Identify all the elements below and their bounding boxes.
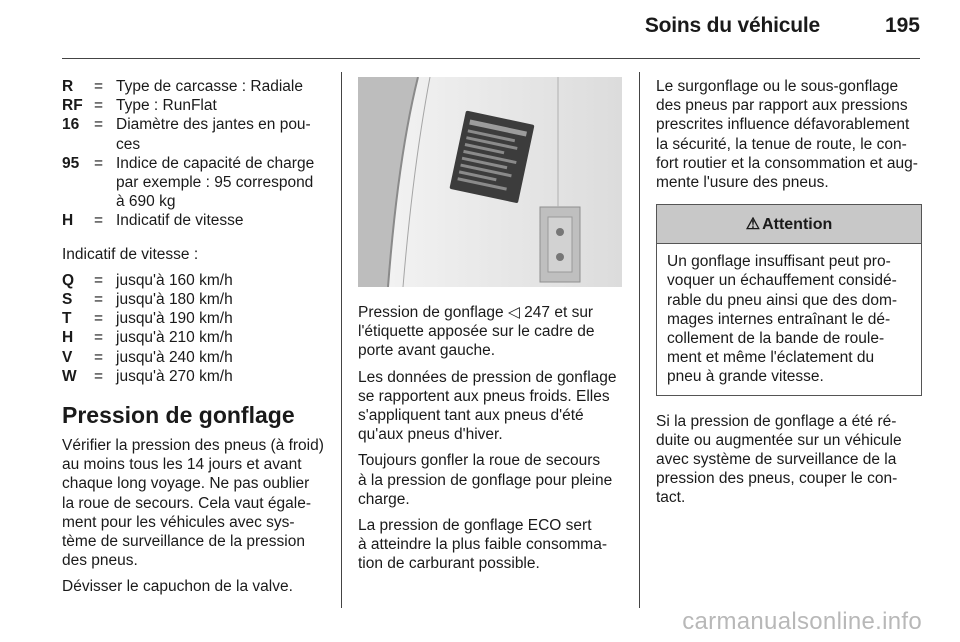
speed-code-equals: = — [94, 310, 104, 328]
tyre-code-key: 95 — [62, 154, 80, 172]
speed-code-key: V — [62, 348, 73, 366]
tyre-code-row — [62, 154, 324, 212]
speed-code-key: Q — [62, 271, 75, 289]
speed-code-equals: = — [94, 291, 104, 309]
speed-code-list — [62, 271, 324, 386]
tyre-code-value — [116, 154, 324, 212]
paragraph-valve-cap: Dévisser le capuchon de la valve. — [62, 578, 293, 596]
tyre-code-list — [62, 77, 324, 231]
speed-intro: Indicatif de vitesse : — [62, 245, 199, 263]
column-1 — [62, 77, 324, 604]
speed-code-key: S — [62, 291, 73, 309]
speed-code-value: jusqu'à 160 km/h — [116, 271, 233, 289]
speed-code-row — [62, 367, 324, 386]
tyre-code-value — [116, 115, 324, 153]
column-2 — [358, 77, 622, 581]
column-divider-right — [639, 72, 640, 608]
paragraph-tpms-contact: Si la pression de gonflage a été ré- duite ou augmentée sur un véhicule avec système de surveillance de la pression des pneus, couper le con- tact. — [656, 412, 902, 507]
section-title: Pression de gonflage — [62, 402, 295, 429]
tyre-code-row — [62, 211, 324, 230]
column-divider-left — [341, 72, 342, 608]
tyre-code-value-line: à 690 kg — [116, 193, 176, 211]
paragraph-over-under-inflation: Le surgonflage ou le sous-gonflage des pneus par rapport aux pressions prescrites influence défavorablement la sécurité, la tenue de route, le con- fort routier et la consommation et aug- mente l'usure des pneus. — [656, 78, 918, 192]
tyre-code-equals: = — [94, 154, 104, 172]
tyre-code-row — [62, 115, 324, 153]
page-reference-arrow-icon[interactable]: ◁ — [507, 304, 520, 321]
column-3 — [656, 77, 922, 515]
tyre-code-value — [116, 77, 324, 96]
paragraph-spare-wheel: Toujours gonfler la roue de secours à la pression de gonflage pour pleine charge. — [358, 452, 613, 508]
tyre-code-equals: = — [94, 97, 104, 115]
speed-code-row — [62, 290, 324, 309]
tyre-code-key: R — [62, 78, 74, 95]
speed-code-equals: = — [94, 367, 104, 385]
attention-box — [656, 204, 922, 395]
speed-code-equals: = — [94, 271, 104, 289]
tyre-code-value — [116, 211, 324, 230]
speed-code-value: jusqu'à 210 km/h — [116, 329, 233, 347]
speed-code-equals: = — [94, 329, 104, 347]
door-frame-label-photo — [358, 77, 622, 287]
speed-code-row — [62, 309, 324, 328]
page-header-title: Soins du véhicule — [644, 14, 820, 37]
speed-code-row — [62, 348, 324, 367]
tyre-code-equals: = — [94, 78, 104, 95]
speed-code-value: jusqu'à 270 km/h — [116, 367, 233, 385]
speed-code-equals: = — [94, 348, 104, 366]
speed-code-value: jusqu'à 180 km/h — [116, 291, 233, 309]
tyre-code-value-line: ces — [116, 135, 141, 153]
speed-code-key: W — [62, 367, 77, 385]
speed-code-value: jusqu'à 240 km/h — [116, 348, 233, 366]
tyre-code-value-line: Diamètre des jantes en pou- — [116, 116, 311, 134]
tyre-code-key: H — [62, 212, 74, 230]
attention-body: Un gonflage insuffisant peut pro- voquer un échauffement considé- rable du pneu ainsi que des dom- mages internes entraînant le dé- collement de la bande de roule- ment et même l'éclatement du pneu à grande vitesse. — [667, 253, 898, 386]
speed-code-key: H — [62, 329, 74, 347]
tyre-code-equals: = — [94, 212, 104, 230]
tyre-code-value-line: par exemple : 95 correspond — [116, 174, 314, 192]
tyre-code-key: 16 — [62, 116, 80, 134]
header-divider — [62, 58, 920, 59]
paragraph-check-pressure: Vérifier la pression des pneus (à froid) au moins tous les 14 jours et avant chaque long voyage. Ne pas oublier la roue de secours. Cela vaut égale- ment pour les véhicules avec sys- tème de surveillance de la pression des pneus. — [62, 437, 324, 570]
speed-code-row — [62, 271, 324, 290]
paragraph-cold-tyres: Les données de pression de gonflage se rapportent aux pneus froids. Elles s'appliquent tant aux pneus d'été qu'aux pneus d'hiver. — [358, 368, 617, 444]
page-number: 195 — [884, 14, 920, 37]
paragraph-eco-pressure: La pression de gonflage ECO sert à atteindre la plus faible consomma- tion de carburant possible. — [358, 517, 607, 573]
speed-code-row — [62, 328, 324, 347]
warning-triangle-icon: ⚠ — [745, 215, 761, 233]
speed-code-value: jusqu'à 190 km/h — [116, 310, 233, 328]
tyre-code-key: RF — [62, 97, 83, 115]
tyre-code-value-line: Type de carcasse : Radiale — [116, 78, 303, 95]
tyre-code-row — [62, 96, 324, 115]
tyre-code-value-line: Indicatif de vitesse — [116, 212, 244, 230]
tyre-code-equals: = — [94, 116, 104, 134]
speed-code-key: T — [62, 310, 72, 328]
tyre-code-value-line: Indice de capacité de charge — [116, 154, 315, 172]
attention-header — [657, 205, 921, 244]
watermark: carmanualsonline.info — [682, 608, 922, 635]
attention-title: Attention — [762, 215, 833, 233]
paragraph-pressure-reference: Pression de gonflage ◁ 247 et sur l'étiquette apposée sur le cadre de porte avant gauche. — [358, 304, 595, 360]
tyre-code-value — [116, 96, 324, 115]
tyre-code-row — [62, 77, 324, 96]
tyre-code-value-line: Type : RunFlat — [116, 97, 217, 115]
